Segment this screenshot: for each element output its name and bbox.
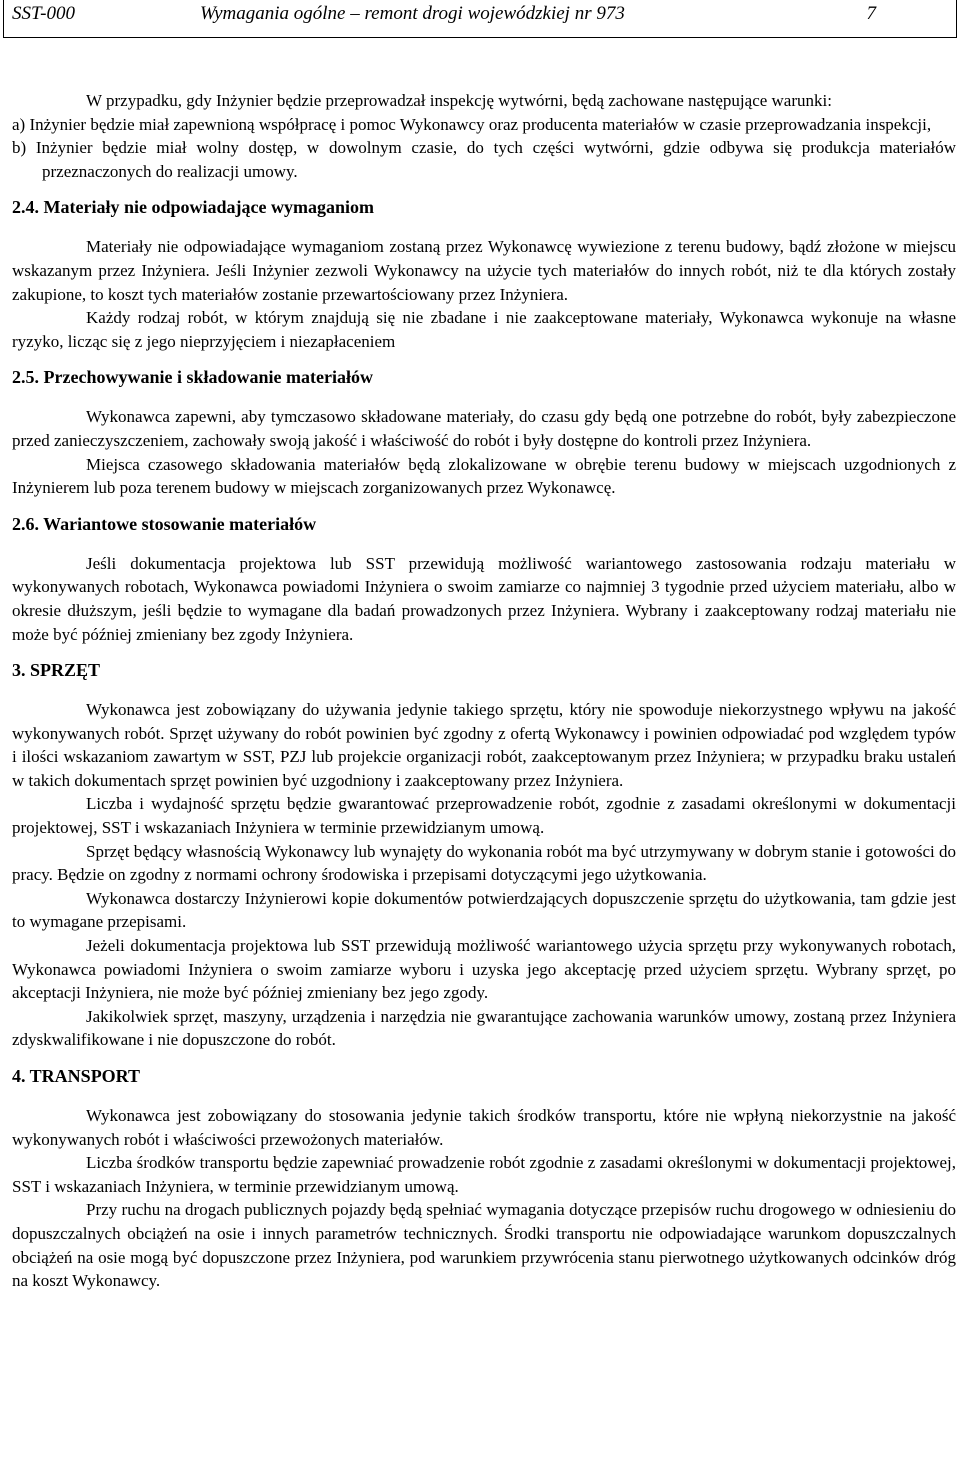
paragraph: Jakikolwiek sprzęt, maszyny, urządzenia i narzędzia nie gwarantujące zachowania warunków umowy, zostaną przez Inżyniera zdyskwalifikowane i nie dopuszczone do robót. [12,1006,956,1050]
paragraph: Jeśli dokumentacja projektowa lub SST przewidują możliwość wariantowego zastosowania rodzaju materiału w wykonywanych robotach, Wykonawca powiadomi Inżyniera o swoim zamiarze co najmniej 3 tygodnie przed użyciem materiału, albo w okresie dłuższym, jeśli będzie to wymagane dla badań prowadzonych przez Inżyniera. Wybrany i zaakceptowany rodzaj materiału nie może być później zmieniany bez zgody Inżyniera. [12,553,956,644]
document-code: SST-000 [12,3,75,24]
paragraph: Liczba i wydajność sprzętu będzie gwarantować przeprowadzenie robót, zgodnie z zasadami określonymi w dokumentacji projektowej, SST i wskazaniach Inżyniera w terminie przewidzianym umową. [12,794,956,838]
page-number: 7 [866,3,876,24]
paragraph: Wykonawca jest zobowiązany do używania jedynie takiego sprzętu, który nie spowoduje niekorzystnego wpływu na jakość wykonywanych robót. Sprzęt używany do robót powinien być zgodny z ofertą Wykonawcy i powinien odpowiadać pod względem typów i ilości wskazaniom zawartym w SST, PZJ lub projekcie organizacji robót, zaakceptowanym przez Inżyniera; w przypadku braku ustaleń w takich dokumentach sprzęt powinien być uzgodniony i zaakceptowany przez Inżyniera. [12,700,956,790]
paragraph: Wykonawca jest zobowiązany do stosowania jedynie takich środków transportu, które nie wpłyną niekorzystnie na jakość wykonywanych robót i właściwości przewożonych materiałów. [12,1106,956,1149]
paragraph: Liczba środków transportu będzie zapewniać prowadzenie robót zgodnie z zasadami określonymi w dokumentacji projektowej, SST i wskazaniach Inżyniera, w terminie przewidzianym umową. [12,1153,956,1196]
section-3-heading: 3. SPRZĘT [12,660,101,681]
paragraph: Jeżeli dokumentacja projektowa lub SST przewidują możliwość wariantowego użycia sprzętu przy wykonywanych robotach, Wykonawca powiadomi Inżyniera o swoim zamiarze wyboru i uzyska jego akceptację przed użyciem sprzętu. Wybrany sprzęt, po akceptacji Inżyniera, nie może być później zmieniany bez jego zgody. [12,936,956,1003]
paragraph: Każdy rodzaj robót, w którym znajdują się nie zbadane i nie zaakceptowane materiały, Wykonawca wykonuje na własne ryzyko, licząc się z jego nieprzyjęciem i niezapłaceniem [12,308,956,351]
paragraph: Miejsca czasowego składowania materiałów będą zlokalizowane w obrębie terenu budowy w miejscach uzgodnionych z Inżynierem lub poza terenem budowy w miejscach zorganizowanych przez Wykonawcę. [12,454,956,498]
intro-paragraph: W przypadku, gdy Inżynier będzie przeprowadzał inspekcję wytwórni, będą zachowane następujące warunki: [86,91,832,110]
paragraph: Wykonawca dostarczy Inżynierowi kopie dokumentów potwierdzających dopuszczenie sprzętu do użytkowania, tam gdzie jest to wymagane przepisami. [12,888,956,932]
section-2-4-heading: 2.4. Materiały nie odpowiadające wymaganiom [12,197,374,218]
list-item-a: a) Inżynier będzie miał zapewnioną współpracę i pomoc Wykonawcy oraz producenta materiałów w czasie przeprowadzania inspekcji, [12,114,932,134]
paragraph: Sprzęt będący własnością Wykonawcy lub wynajęty do wykonania robót ma być utrzymywany w dobrym stanie i gotowości do pracy. Będzie on zgodny z normami ochrony środowiska i przepisami dotyczącymi jego użytkowania. [12,841,956,885]
list-item-b: b) Inżynier będzie miał wolny dostęp, w dowolnym czasie, do tych części wytwórni, gdzie odbywa się produkcja materiałów przeznaczonych do realizacji umowy. [12,138,956,181]
document-body [12,89,956,1293]
section-4-heading: 4. TRANSPORT [12,1066,141,1086]
section-2-6-heading: 2.6. Wariantowe stosowanie materiałów [12,513,317,534]
paragraph: Przy ruchu na drogach publicznych pojazdy będą spełniać wymagania dotyczące przepisów ruchu drogowego w odniesieniu do dopuszczalnych obciążeń na osie i innych parametrów technicznych. Środki transportu nie odpowiadające warunkom dopuszczalnych obciążeń na osie mogą być dopuszczone przez Inżyniera, pod warunkiem przywrócenia stanu pierwotnego użytkowanych odcinków dróg na koszt Wykonawcy. [12,1200,956,1291]
page-header [3,0,957,38]
document-title: Wymagania ogólne – remont drogi wojewódzkiej nr 973 [200,3,625,24]
paragraph: Materiały nie odpowiadające wymaganiom zostaną przez Wykonawcę wywiezione z terenu budowy, bądź złożone w miejscu wskazanym przez Inżyniera. Jeśli Inżynier zezwoli Wykonawcy na użycie tych materiałów do innych robót, niż te dla których zostały zakupione, to koszt tych materiałów zostanie przewartościowany przez Inżyniera. [12,237,956,304]
paragraph: Wykonawca zapewni, aby tymczasowo składowane materiały, do czasu gdy będą one potrzebne do robót, były zabezpieczone przed zanieczyszczeniem, zachowały swoją jakość i właściwość do robót i były dostępne do kontroli przez Inżyniera. [12,407,956,450]
section-2-5-heading: 2.5. Przechowywanie i składowanie materiałów [12,367,373,388]
